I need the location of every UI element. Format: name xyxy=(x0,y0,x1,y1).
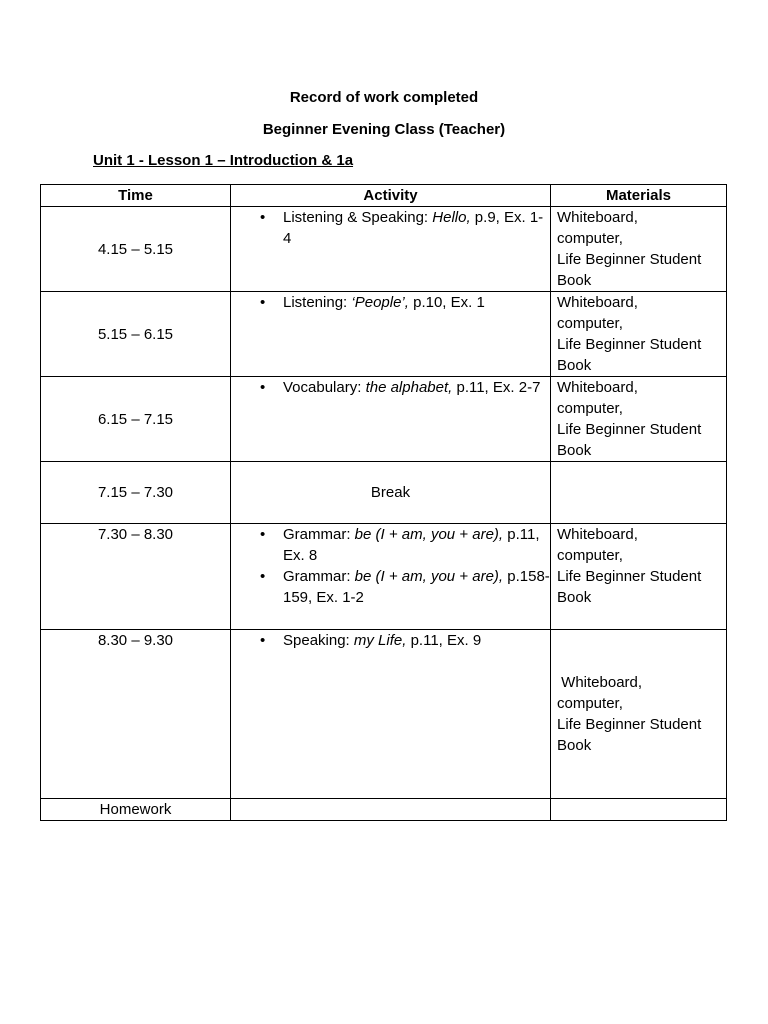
materials-cell: Whiteboard, computer, Life Beginner Student Book xyxy=(551,292,727,377)
time-cell: 7.15 – 7.30 xyxy=(41,462,231,524)
homework-row xyxy=(41,799,727,821)
homework-activity-cell xyxy=(231,799,551,821)
time-cell: 4.15 – 5.15 xyxy=(41,207,231,292)
table-row xyxy=(41,292,727,377)
activity-item: • Vocabulary: the alphabet, p.11, Ex. 2-7 xyxy=(283,377,550,398)
table-row xyxy=(41,524,727,630)
table-row xyxy=(41,462,727,524)
activity-cell xyxy=(231,292,551,377)
record-table xyxy=(40,184,727,821)
materials-cell: Whiteboard, computer, Life Beginner Student Book xyxy=(551,377,727,462)
activity-item: • Listening: ‘People’, p.10, Ex. 1 xyxy=(283,292,550,313)
activity-cell xyxy=(231,377,551,462)
activity-cell xyxy=(231,630,551,799)
activity-item: • Grammar: be (I + am, you + are), p.11, Ex. 8 xyxy=(283,524,550,566)
break-cell: Break xyxy=(231,462,551,524)
table-row xyxy=(41,207,727,292)
activity-item: • Grammar: be (I + am, you + are), p.158-159, Ex. 1-2 xyxy=(283,566,550,608)
materials-cell: Whiteboard, computer, Life Beginner Student Book xyxy=(551,524,727,630)
homework-label: Homework xyxy=(41,799,231,821)
time-cell: 5.15 – 6.15 xyxy=(41,292,231,377)
time-cell: 7.30 – 8.30 xyxy=(41,524,231,630)
header-time: Time xyxy=(41,185,231,207)
header-activity: Activity xyxy=(231,185,551,207)
homework-materials-cell xyxy=(551,799,727,821)
unit-heading: Unit 1 - Lesson 1 – Introduction & 1a xyxy=(93,152,354,169)
document-subtitle: Beginner Evening Class (Teacher) xyxy=(262,121,506,138)
table-row xyxy=(41,377,727,462)
materials-cell xyxy=(551,462,727,524)
document-title: Record of work completed xyxy=(289,89,479,106)
header-materials: Materials xyxy=(551,185,727,207)
activity-item: • Speaking: my Life, p.11, Ex. 9 xyxy=(283,630,550,651)
materials-cell: Whiteboard, computer, Life Beginner Student Book xyxy=(551,207,727,292)
time-cell: 8.30 – 9.30 xyxy=(41,630,231,799)
activity-cell xyxy=(231,524,551,630)
table-header-row xyxy=(41,185,727,207)
table-body xyxy=(41,207,727,821)
materials-cell: Whiteboard, computer, Life Beginner Student Book xyxy=(551,630,727,799)
table-row xyxy=(41,630,727,799)
activity-item: • Listening & Speaking: Hello, p.9, Ex. 1-4 xyxy=(283,207,550,249)
activity-cell xyxy=(231,207,551,292)
time-cell: 6.15 – 7.15 xyxy=(41,377,231,462)
